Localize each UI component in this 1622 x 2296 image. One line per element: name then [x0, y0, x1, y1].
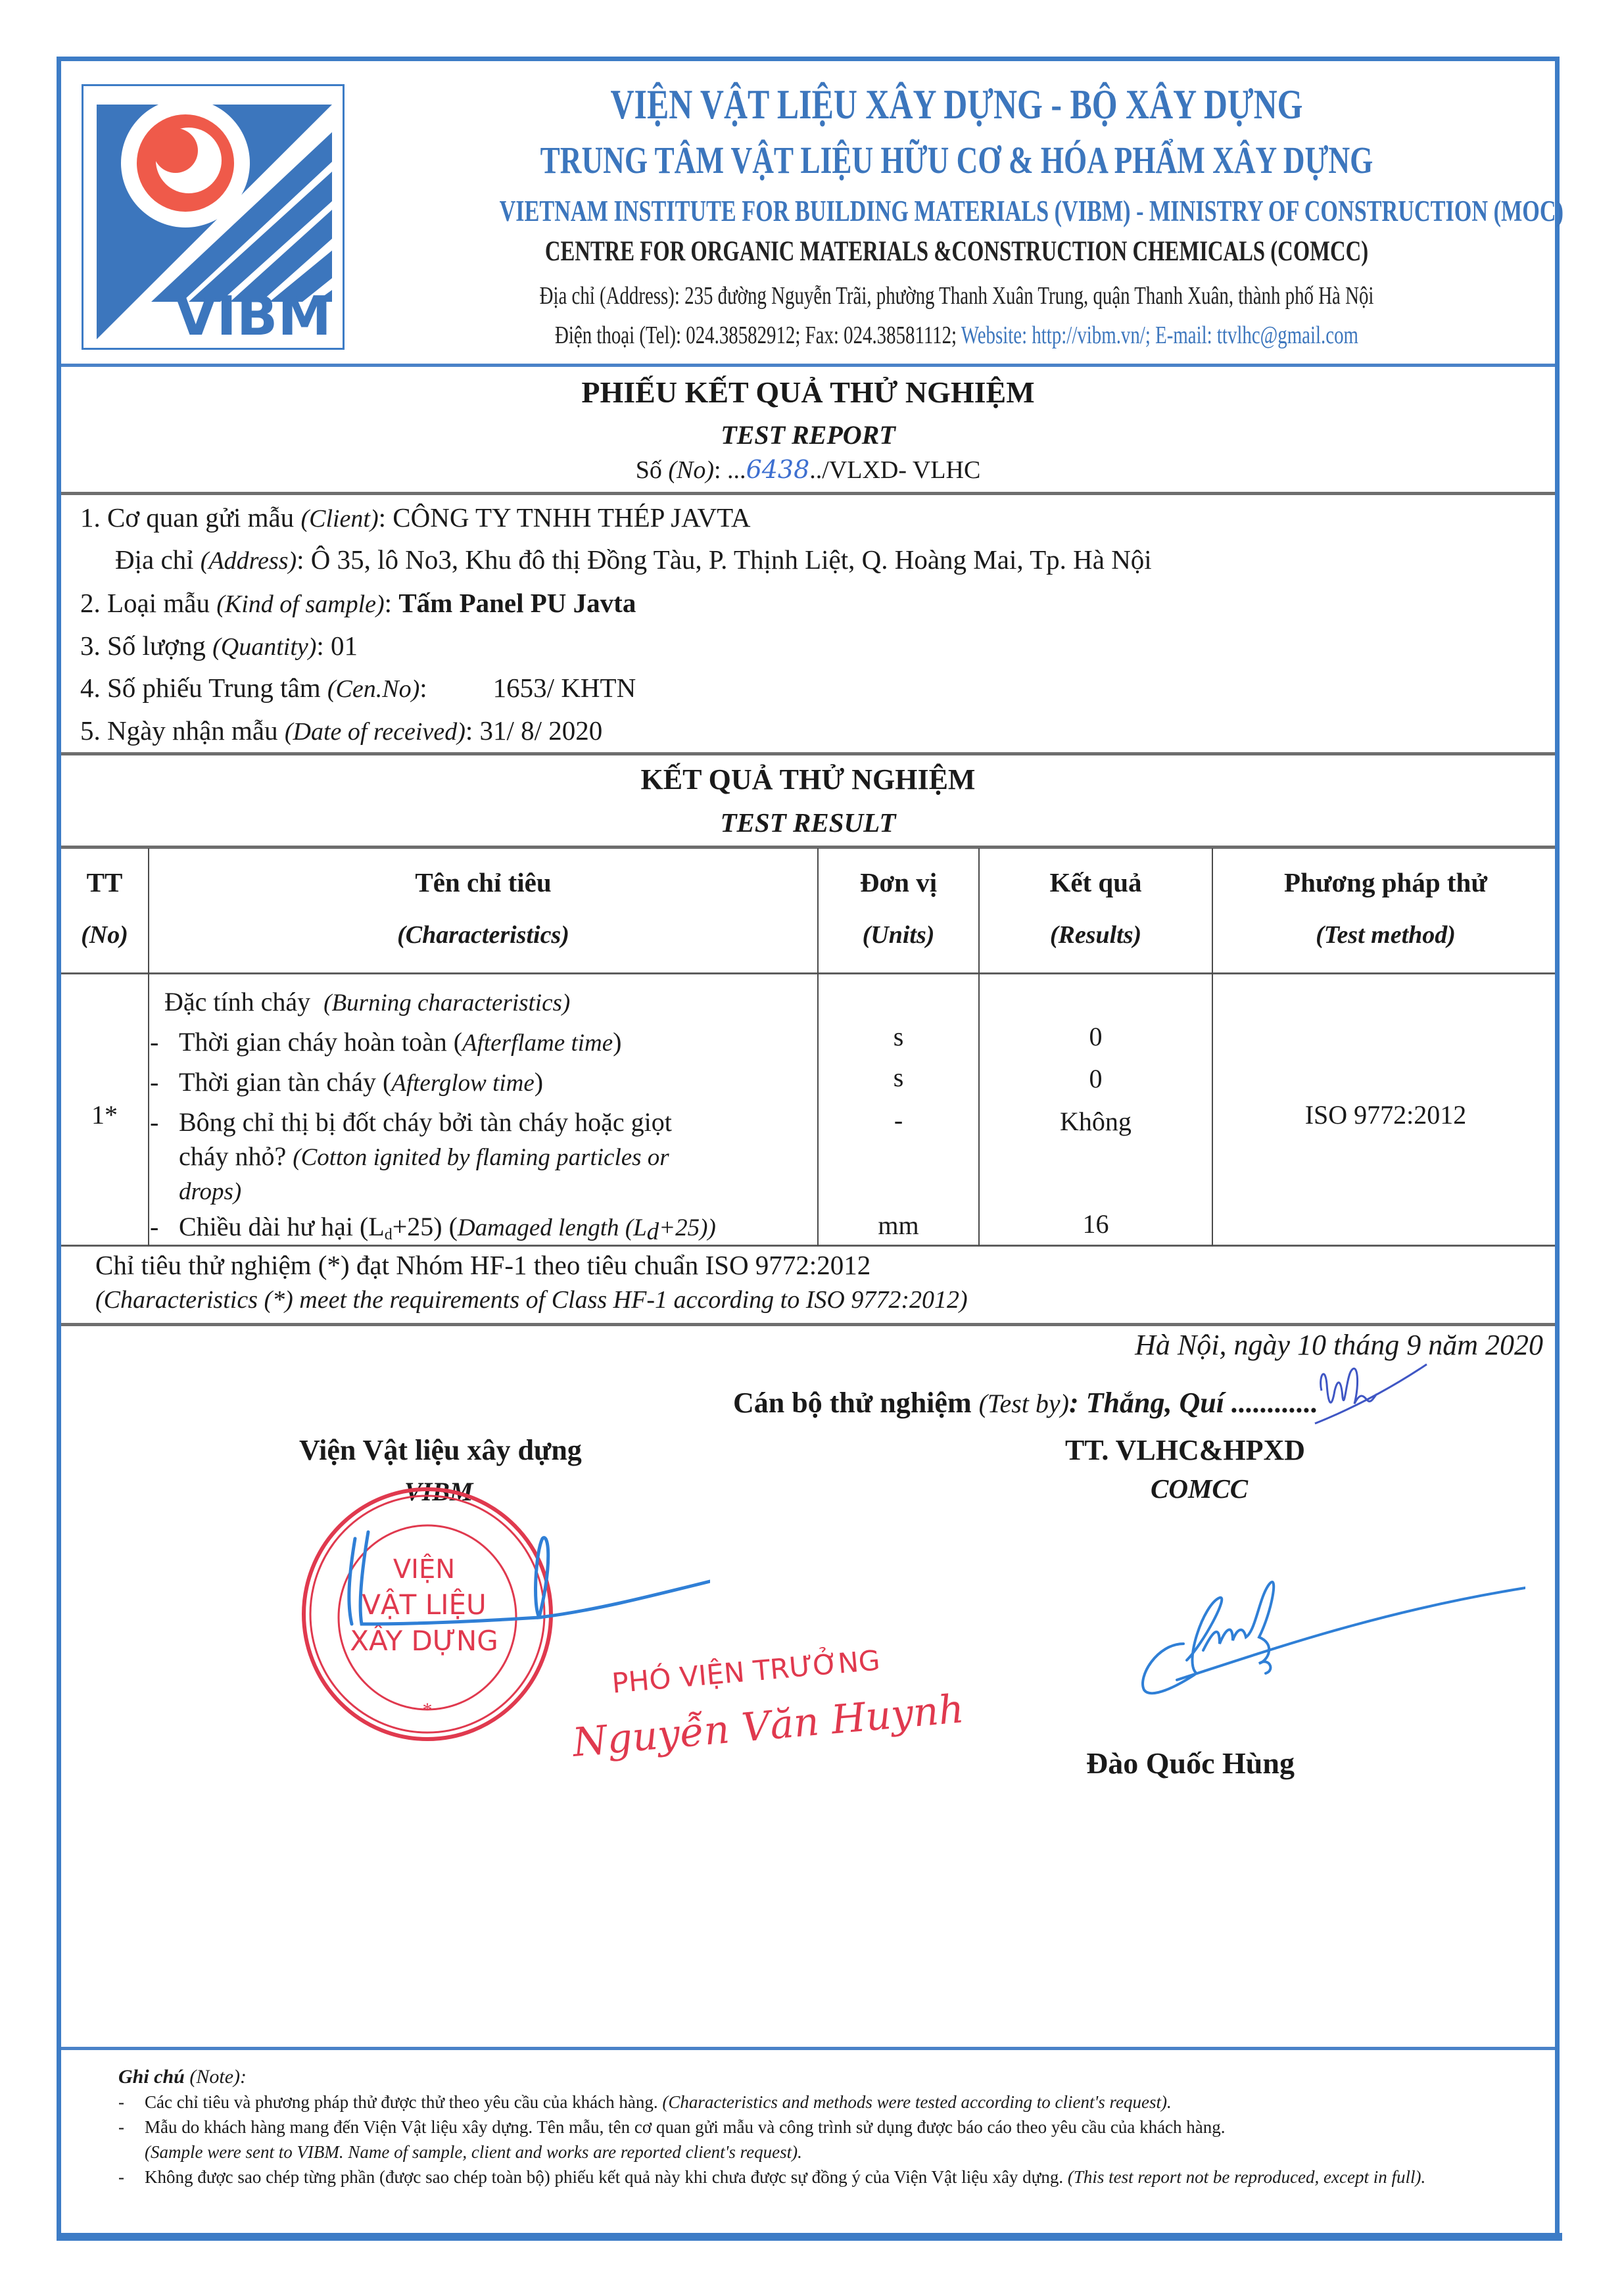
results-title-vi: KẾT QUẢ THỬ NGHIỆM [640, 763, 976, 796]
unit-cell: s [893, 1022, 904, 1051]
result-cell: 0 [1089, 1064, 1103, 1093]
note-item: - Không được sao chép từng phần (được sao chép toàn bộ) phiếu kết quả này khi chưa được sự đồng ý của Viện Vật liệu xây dựng. (This test report not be reproduced, except in full). [118, 2164, 1525, 2189]
phone-fax: Điện thoại (Tel): 024.38582912; Fax: 024.38581112; [555, 322, 957, 349]
left-signer-name: Nguyễn Văn Huynh [571, 1686, 966, 1766]
report-title-vi: PHIẾU KẾT QUẢ THỬ NGHIỆM [581, 375, 1035, 409]
unit-cell: s [893, 1063, 904, 1092]
sample-line: 2. Loại mẫu (Kind of sample): Tấm Panel PU Javta [80, 588, 636, 618]
sample-value: Tấm Panel PU Javta [398, 588, 636, 618]
client-value: : CÔNG TY TNHH THÉP JAVTA [378, 502, 751, 533]
right-signer-name: Đào Quốc Hùng [1086, 1746, 1295, 1780]
stamp-text-top: VIỆN [393, 1554, 456, 1585]
col-header-characteristics: Tên chỉ tiêu (Characteristics) [397, 867, 569, 949]
report-title-en: TEST REPORT [721, 420, 895, 450]
client-address-line: Địa chỉ (Address): Ô 35, lô No3, Khu đô thị Đồng Tàu, P. Thịnh Liệt, Q. Hoàng Mai, Tp. Hà Nội [115, 544, 1152, 575]
report-number: Số (No): ...6438../VLXD- VLHC [635, 455, 981, 484]
col-header-test-method: Phương pháp thử (Test method) [1284, 867, 1487, 949]
table-row-continued: drops) [179, 1178, 242, 1205]
issue-date: Hà Nội, ngày 10 tháng 9 năm 2020 [1135, 1329, 1543, 1361]
right-org-name: TT. VLHC&HPXD [1065, 1434, 1306, 1466]
result-cell: 16 [1082, 1209, 1109, 1239]
header-divider [61, 364, 1555, 367]
quantity-line: 3. Số lượng (Quantity): 01 [80, 631, 358, 661]
group-title: Đặc tính cháy (Burning characteristics) [164, 987, 571, 1016]
unit-cell: - [894, 1105, 903, 1135]
centre-head-signature-icon [1105, 1558, 1525, 1716]
note-item: - Mẫu do khách hàng mang đến Viện Vật liệu xây dựng. Tên mẫu, tên cơ quan gửi mẫu và công trình sử dụng được báo cáo theo yêu cầu của khách hàng. (Sample were sent to VIBM. Name of sample, client and works are reported client's request). [118, 2115, 1525, 2164]
institute-name-en: VIETNAM INSTITUTE FOR BUILDING MATERIALS (VIBM) - MINISTRY OF CONSTRUCTION (MOC) [499, 195, 1563, 227]
director-signature-icon [342, 1525, 710, 1644]
date-received-value: : 31/ 8/ 2020 [465, 715, 603, 746]
row-number: 1* [91, 1100, 118, 1130]
institute-name-vi: VIỆN VẬT LIỆU XÂY DỰNG - BỘ XÂY DỰNG [610, 81, 1303, 128]
col-header-units: Đơn vị (Units) [859, 867, 938, 949]
vibm-logo-icon [89, 93, 339, 343]
notes-title: Ghi chú (Note): [118, 2066, 247, 2088]
left-org-name: Viện Vật liệu xây dựng [299, 1434, 582, 1466]
svg-text:*: * [422, 1699, 433, 1721]
client-address-value: : Ô 35, lô No3, Khu đô thị Đồng Tàu, P. Thịnh Liệt, Q. Hoàng Mai, Tp. Hà Nội [297, 544, 1152, 575]
date-received-line: 5. Ngày nhận mẫu (Date of received): 31/ 8/ 2020 [80, 715, 603, 746]
table-row: - Chiều dài hư hại $(L_d+25)$ (Damaged length $(L_d+25)$) [150, 1212, 716, 1245]
conclusion-divider [61, 1323, 1555, 1326]
table-row-continued: cháy nhỏ? (Cotton ignited by flaming particles or [179, 1141, 669, 1171]
table-top-border [61, 846, 1555, 849]
notes-divider [61, 2047, 1555, 2050]
table-row: - Bông chỉ thị bị đốt cháy bởi tàn cháy hoặc giọt [150, 1107, 672, 1137]
tester-signature-icon [1308, 1351, 1440, 1437]
left-org-abbr: VIBM [404, 1477, 473, 1506]
test-method-cell: ISO 9772:2012 [1304, 1100, 1467, 1130]
website-email-link[interactable]: Website: http://vibm.vn/; E-mail: ttvlhc@gmail.com [957, 322, 1358, 349]
result-cell: 0 [1089, 1022, 1103, 1051]
table-header-border [61, 972, 1555, 974]
centre-name-vi: TRUNG TÂM VẬT LIỆU HỮU CƠ & HÓA PHẨM XÂY DỰNG [540, 139, 1373, 181]
client-line: 1. Cơ quan gửi mẫu (Client): CÔNG TY TNHH THÉP JAVTA [80, 502, 751, 533]
results-title-en: TEST RESULT [720, 807, 896, 838]
stamp-text-mid: VẬT LIỆU [362, 1589, 487, 1621]
institute-contact [500, 321, 1414, 350]
centre-number-line: 4. Số phiếu Trung tâm (Cen.No): 1653/ KHTN [80, 673, 636, 703]
conclusion-en: (Characteristics (*) meet the requirements of Class HF-1 according to ISO 9772:2012) [95, 1286, 968, 1314]
conclusion-vi: Chỉ tiêu thử nghiệm (*) đạt Nhóm HF-1 theo tiêu chuẩn ISO 9772:2012 [95, 1250, 871, 1280]
unit-cell: mm [878, 1210, 919, 1240]
centre-number-value: 1653/ KHTN [492, 673, 636, 703]
page-frame-bottom-bar [57, 2233, 1562, 2241]
table-row: - Thời gian tàn cháy (Afterglow time) [150, 1067, 544, 1097]
title-divider [61, 492, 1555, 495]
left-signer-title: PHÓ VIỆN TRƯỞNG [610, 1644, 882, 1700]
report-number-handwritten: 6438 [746, 455, 810, 484]
col-header-results: Kết quả (Results) [1049, 867, 1142, 949]
notes-section [118, 2065, 1525, 2189]
centre-name-en: CENTRE FOR ORGANIC MATERIALS &CONSTRUCTION CHEMICALS (COMCC) [544, 236, 1369, 267]
institute-address: Địa chỉ (Address): 235 đường Nguyễn Trãi, phường Thanh Xuân Trung, quận Thanh Xuân, thành phố Hà Nội [539, 282, 1374, 310]
result-cell: Không [1060, 1107, 1132, 1136]
col-header-no: TT (No) [81, 867, 128, 949]
info-divider [61, 752, 1555, 755]
test-by-line: Cán bộ thử nghiệm (Test by): Thắng, Quí ............ [733, 1387, 1318, 1419]
quantity-value: : 01 [316, 631, 358, 661]
table-row: - Thời gian cháy hoàn toàn (Afterflame time) [150, 1027, 622, 1057]
right-org-abbr: COMCC [1151, 1473, 1249, 1504]
note-item: - Các chỉ tiêu và phương pháp thử được thử theo yêu cầu của khách hàng. (Characteristics and methods were tested according to client's request). [118, 2090, 1525, 2115]
stamp-text-bot: XÂY DỰNG [350, 1625, 498, 1657]
logo-text: VIBM [174, 285, 332, 343]
